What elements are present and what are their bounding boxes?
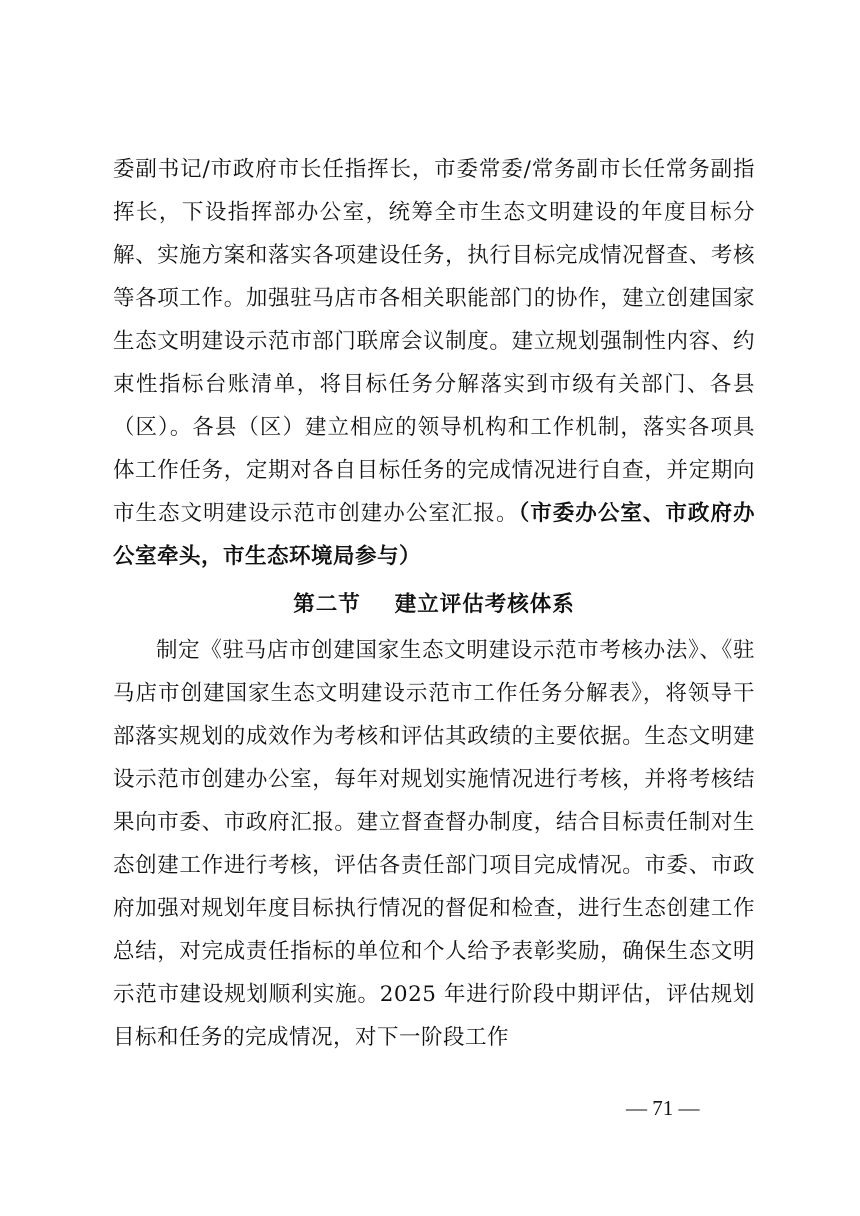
paragraph-leadership-structure (113, 148, 755, 578)
paragraph-evaluation-system: 制定《驻马店市创建国家生态文明建设示范市考核办法》、《驻马店市创建国家生态文明建设示范市工作任务分解表》，将领导干部落实规划的成效作为考核和评估其政绩的主要依据。生态文明建设示范市创建办公室，每年对规划实施情况进行考核，并将考核结果向市委、市政府汇报。建立督查督办制度，结合目标责任制对生态创建工作进行考核，评估各责任部门项目完成情况。市委、市政府加强对规划年度目标执行情况的督促和检查，进行生态创建工作总结，对完成责任指标的单位和个人给予表彰奖励，确保生态文明示范市建设规划顺利实施。2025 年进行阶段中期评估，评估规划目标和任务的完成情况，对下一阶段工作 (113, 638, 755, 1050)
section-heading: 第二节 建立评估考核体系 (293, 592, 575, 617)
paragraph-text: 委副书记/市政府市长任指挥长，市委常委/常务副市长任常务副指挥长，下设指挥部办公室，统筹全市生态文明建设的年度目标分解、实施方案和落实各项建设任务，执行目标完成情况督查、考核等各项工作。加强驻马店市各相关职能部门的协作，建立创建国家生态文明建设示范市部门联席会议制度。建立规划强制性内容、约束性指标台账清单，将目标任务分解落实到市级有关部门、各县（区）。各县（区）建立相应的领导机构和工作机制，落实各项具体工作任务，定期对各自目标任务的完成情况进行自查，并定期向市生态文明建设示范市创建办公室汇报。 (113, 157, 755, 526)
document-body (113, 148, 755, 1059)
page-number: — 71 — (626, 1096, 700, 1120)
responsible-departments: （市委办公室、市政府办公室牵头，市生态环境局参与） (113, 501, 755, 569)
